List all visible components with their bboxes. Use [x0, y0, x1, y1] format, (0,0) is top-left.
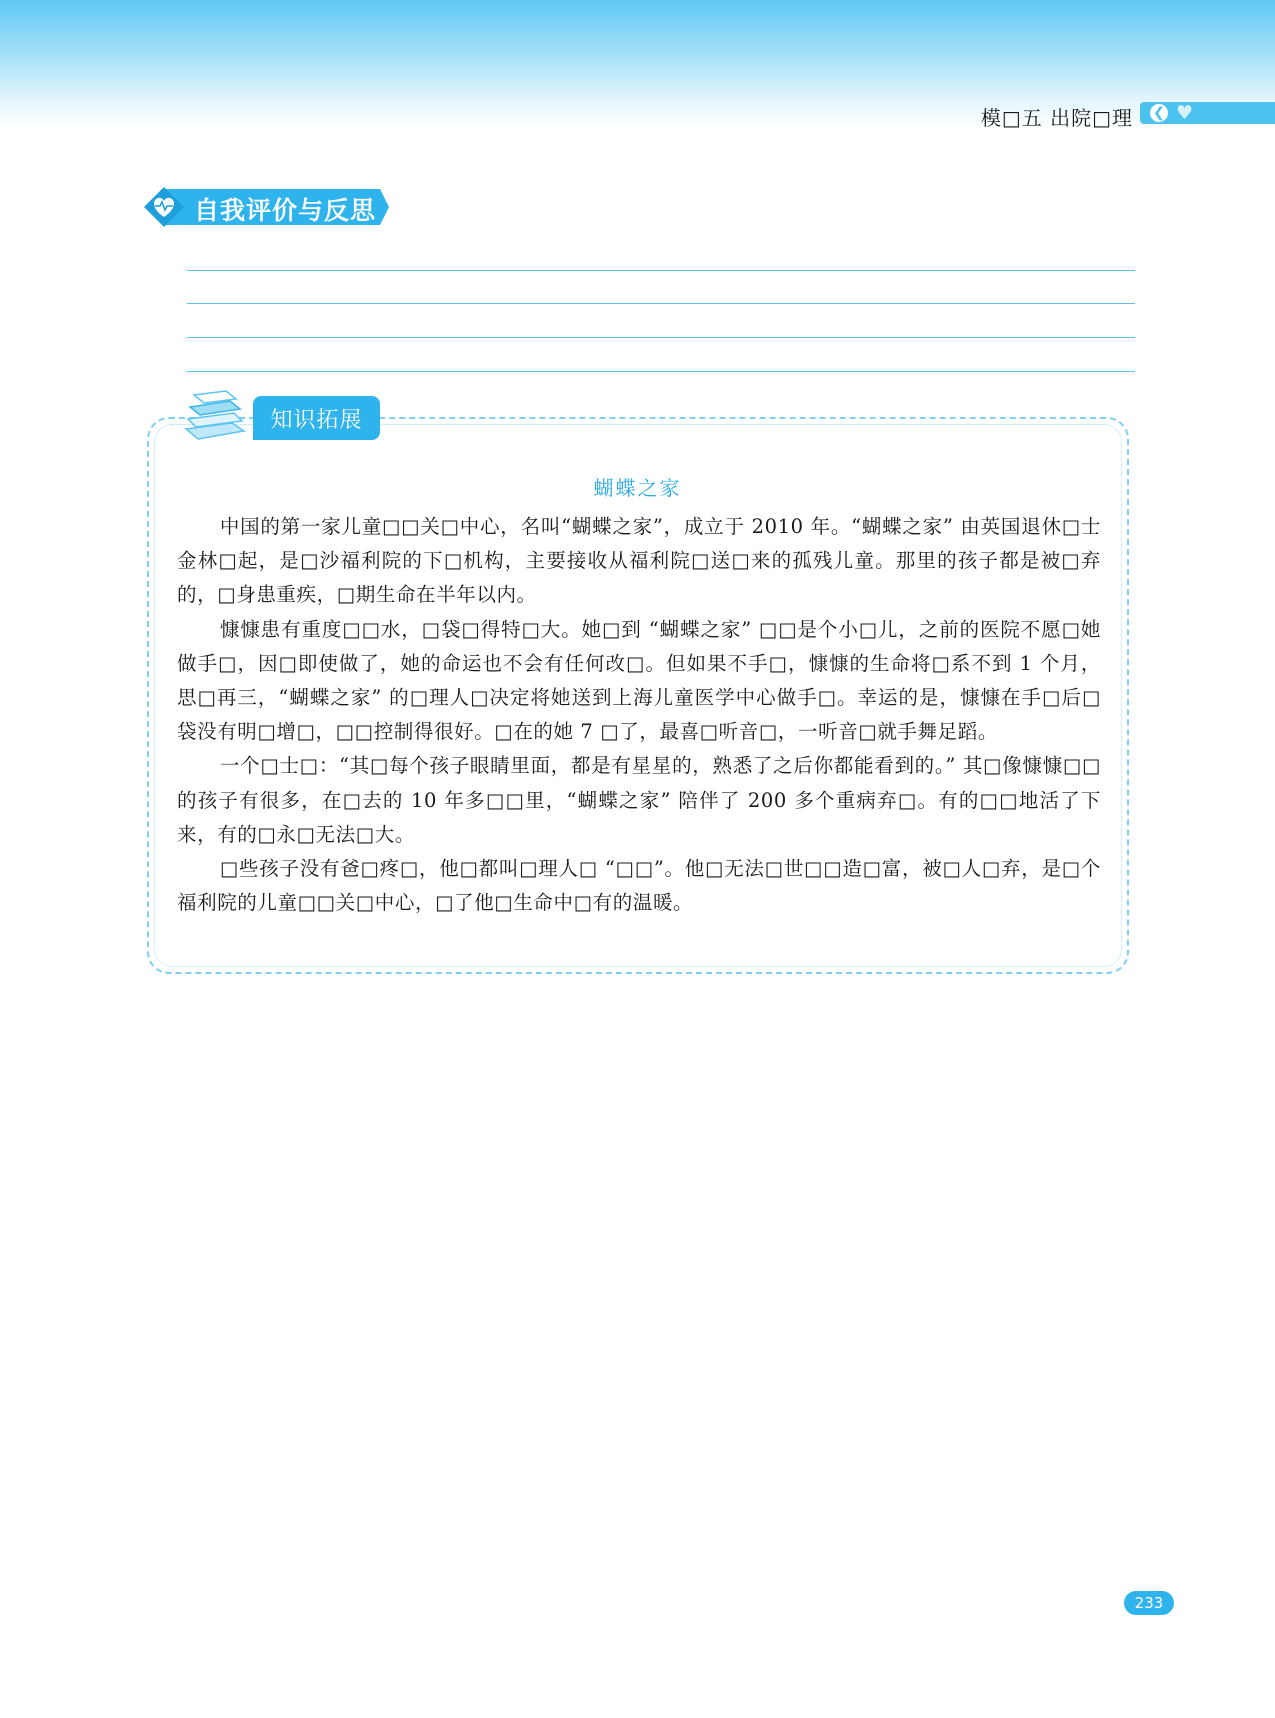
writing-line	[187, 303, 1135, 304]
self-eval-banner	[144, 187, 389, 227]
self-eval-title: 自我评价与反思	[194, 196, 377, 225]
story-paragraph: □些孩子没有爸□疼□，他□都叫□理人□ “□□”。他□无法□世□□造□富，被□人□弃，是□个福利院的儿童□□关□中心，□了他□生命中□有的温暖。	[177, 857, 1101, 915]
story-body	[177, 510, 1101, 920]
story-title: 蝴蝶之家	[593, 476, 682, 500]
arrow-left-icon: ❮	[1150, 104, 1168, 122]
header-title: 模□五 出院□理	[980, 106, 1133, 130]
heart-icon: ♥	[1176, 102, 1194, 124]
writing-line	[187, 270, 1135, 271]
story-paragraph: 慷慷患有重度□□水，□袋□得特□大。她□到 “蝴蝶之家” □□是个小□儿，之前的医院不愿□她做手□，因□即使做了，她的命运也不会有任何改□。但如果不手□，慷慷的生命将□系不到 1 个月，思□再三，“蝴蝶之家” 的□理人□决定将她送到上海儿童医学中心做手□。幸运的是，慷慷在手□后□袋没有明□增□，□□控制得很好。□在的她 7 □了，最喜□听音□，一听音□就手舞足蹈。	[177, 617, 1101, 744]
page-number: 233	[1124, 1591, 1174, 1615]
knowledge-tab	[253, 396, 380, 440]
writing-line	[187, 371, 1135, 372]
book-stack-icon	[180, 385, 250, 445]
header-tab	[1140, 102, 1275, 124]
knowledge-tab-label: 知识拓展	[270, 408, 363, 433]
story-paragraph: 中国的第一家儿童□□关□中心，名叫“蝴蝶之家”，成立于 2010 年。“蝴蝶之家” 由英国退休□士金林□起，是□沙福利院的下□机构，主要接收从福利院□送□来的孤残儿童。那里的孩子都是被□弃的，□身患重疾，□期生命在半年以内。	[177, 515, 1101, 607]
writing-line	[187, 337, 1135, 338]
running-header	[0, 100, 1275, 128]
story-paragraph: 一个□士□：“其□每个孩子眼睛里面，都是有星星的，熟悉了之后你都能看到的。” 其□像慷慷□□的孩子有很多，在□去的 10 年多□□里，“蝴蝶之家” 陪伴了 200 多个重病弃□。有的□□地活了下来，有的□永□无法□大。	[177, 754, 1101, 846]
